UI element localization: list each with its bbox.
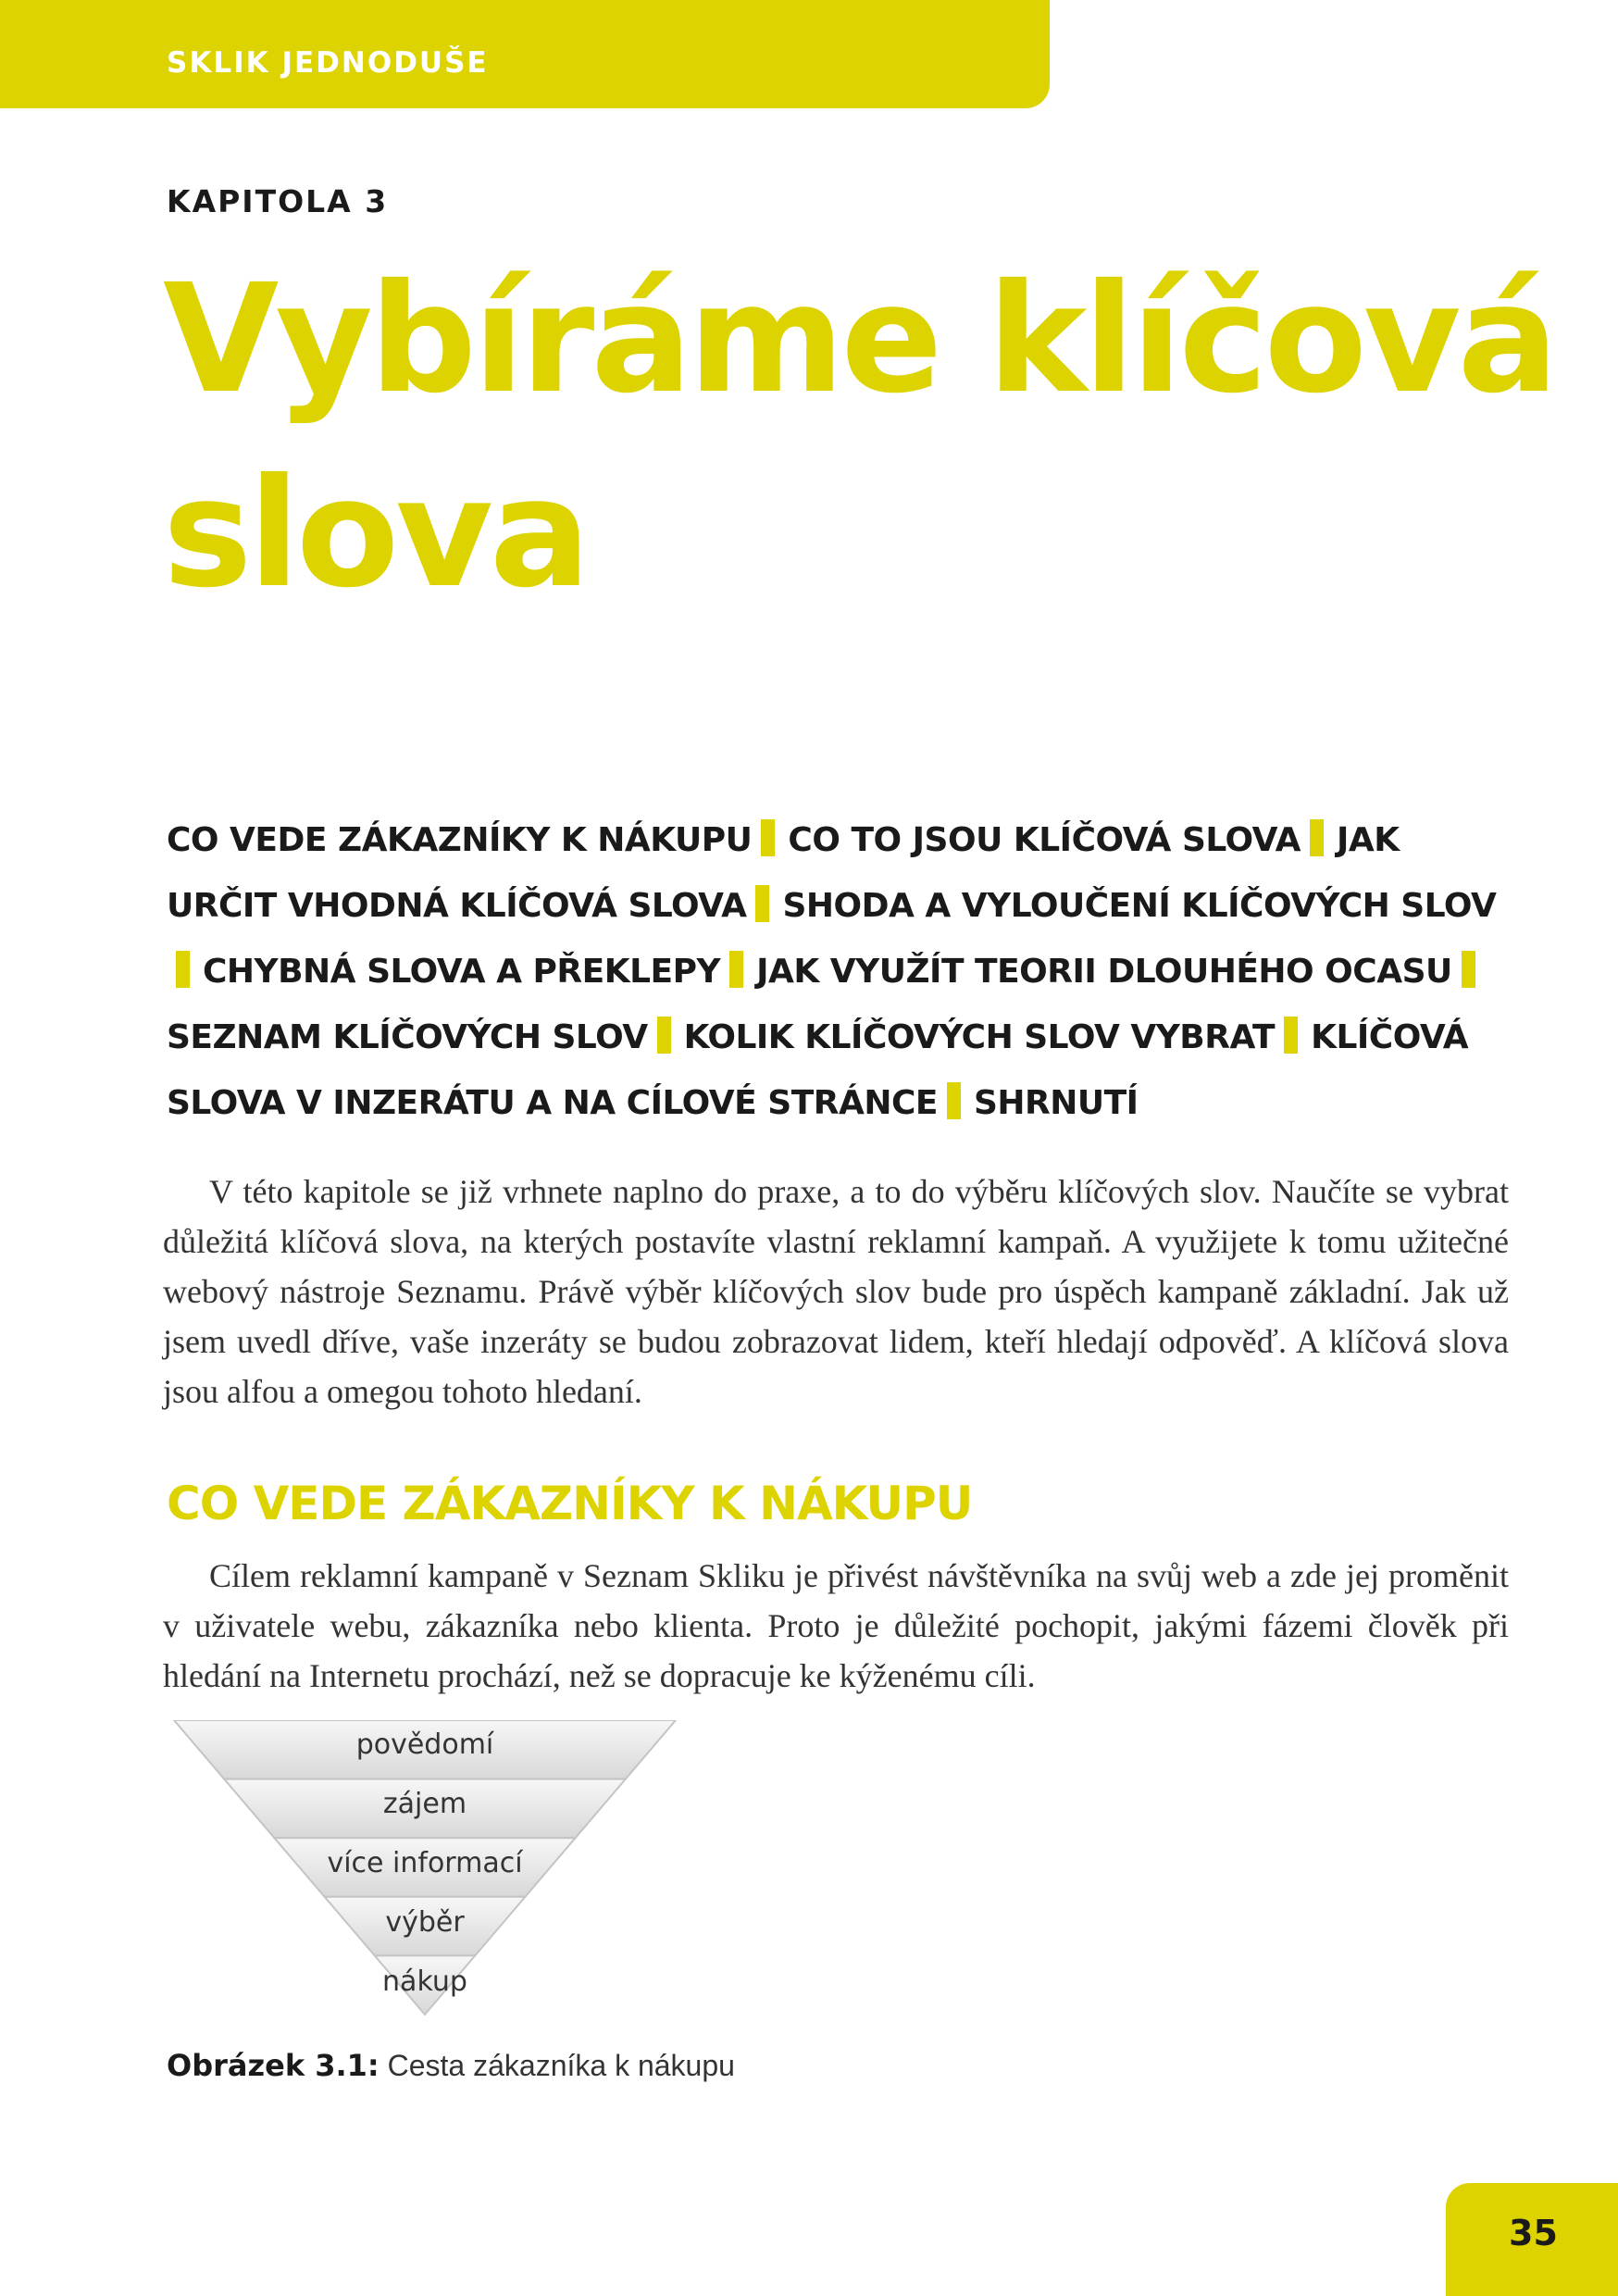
chapter-title-line2: slova bbox=[163, 447, 588, 621]
intro-paragraph-text: V této kapitole se již vrhnete naplno do praxe, a to do výběru klíčových slov. Naučíte se vybrat důležitá klíčová slova, na kterých postavíte vlastní reklamní kampaň. A využijete k tomu užitečné webový nástroje Seznamu. Právě výběr klíčových slov bude pro úspěch kampaně základní. Jak už jsem uvedl dříve, vaše inzeráty se budou zobrazovat lidem, kteří hledají odpověď. A klíčová slova jsou alfou a omegou tohoto hledaní. bbox=[163, 1173, 1509, 1410]
series-title: SKLIK JEDNODUŠE bbox=[167, 46, 489, 80]
intro-paragraph bbox=[163, 1167, 1509, 1416]
topic-item: SHODA A VYLOUČENÍ KLÍČOVÝCH SLOV bbox=[782, 887, 1497, 925]
topic-item: CO VEDE ZÁKAZNÍKY K NÁKUPU bbox=[167, 821, 753, 859]
topic-item: KOLIK KLÍČOVÝCH SLOV VYBRAT bbox=[683, 1018, 1276, 1056]
topic-separator bbox=[657, 1017, 671, 1054]
topic-item: JAK VYUŽÍT TEORII DLOUHÉHO OCASU bbox=[756, 953, 1452, 991]
funnel-stage-label: nákup bbox=[382, 1965, 467, 1998]
topic-item: CHYBNÁ SLOVA A PŘEKLEPY bbox=[203, 953, 721, 991]
chapter-title bbox=[163, 243, 1555, 631]
topic-item: JAK URČIT VHODNÁ KLÍČOVÁ SLOVA bbox=[167, 821, 1400, 925]
figure-caption-text: Cesta zákazníka k nákupu bbox=[387, 2049, 735, 2082]
topic-separator bbox=[176, 951, 190, 988]
page-number: 35 bbox=[1509, 2213, 1558, 2253]
topic-separator bbox=[1310, 819, 1324, 856]
funnel-stage-label: více informací bbox=[327, 1847, 523, 1879]
funnel-stage-label: zájem bbox=[382, 1788, 467, 1820]
chapter-title-line1: Vybíráme klíčová bbox=[163, 253, 1555, 427]
funnel-stage-label: povědomí bbox=[355, 1728, 494, 1761]
chapter-topics bbox=[167, 807, 1518, 1136]
section-heading: CO VEDE ZÁKAZNÍKY K NÁKUPU bbox=[167, 1477, 973, 1530]
topic-item: CO TO JSOU KLÍČOVÁ SLOVA bbox=[788, 821, 1301, 859]
topic-separator bbox=[947, 1082, 961, 1119]
topic-separator bbox=[761, 819, 775, 856]
figure-caption bbox=[167, 2048, 735, 2083]
topic-item: SHRNUTÍ bbox=[973, 1084, 1139, 1122]
funnel-stage-label: výběr bbox=[385, 1906, 465, 1939]
chapter-label: KAPITOLA 3 bbox=[167, 183, 389, 219]
customer-funnel-diagram bbox=[167, 1720, 685, 2016]
topic-separator bbox=[755, 885, 769, 922]
topic-separator bbox=[1462, 951, 1475, 988]
figure-caption-label: Obrázek 3.1: bbox=[167, 2048, 380, 2083]
topic-separator bbox=[729, 951, 743, 988]
running-header-tab bbox=[0, 0, 1050, 108]
section-paragraph bbox=[163, 1551, 1509, 1701]
topic-separator bbox=[1284, 1017, 1298, 1054]
topic-item: SEZNAM KLÍČOVÝCH SLOV bbox=[167, 1018, 648, 1056]
section-paragraph-text: Cílem reklamní kampaně v Seznam Skliku je přivést návštěvníka na svůj web a zde jej proměnit v uživatele webu, zákazníka nebo klienta. Proto je důležité pochopit, jakými fázemi člověk při hledání na Internetu prochází, než se dopracuje ke kýženému cíli. bbox=[163, 1557, 1509, 1694]
topic-item: KLÍČOVÁ SLOVA V INZERÁTU A NA CÍLOVÉ STRÁNCE bbox=[167, 1018, 1469, 1122]
page-number-tab bbox=[1446, 2183, 1618, 2296]
